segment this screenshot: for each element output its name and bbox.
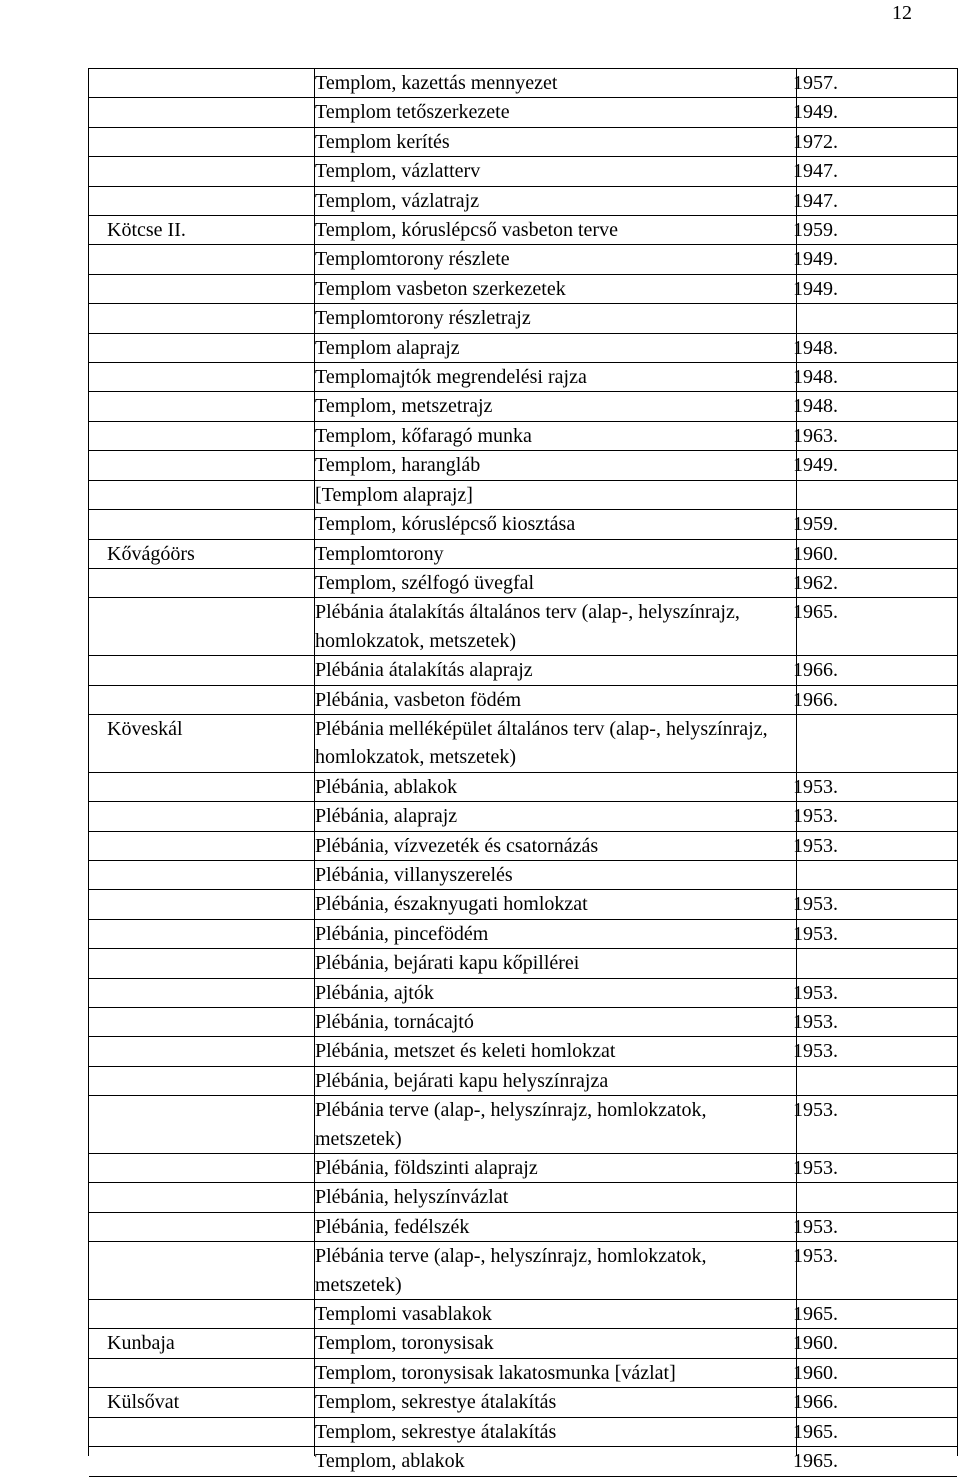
description-cell: Plébánia, vízvezeték és csatornázás — [315, 834, 599, 857]
description-cell: [Templom alaprajz] — [315, 483, 473, 506]
description-cell: Plébánia, fedélszék — [315, 1215, 470, 1238]
description-cell: Templom, kazettás mennyezet — [315, 72, 558, 94]
table-row — [89, 69, 957, 98]
year-cell — [787, 481, 793, 509]
description-cell: Templomajtók megrendelési rajza — [315, 366, 587, 389]
place-cell — [89, 69, 307, 97]
year-cell: 1960. — [793, 1361, 838, 1384]
year-cell: 1953. — [793, 1040, 838, 1063]
description-cell: Plébánia, bejárati kapu helyszínrajza — [315, 1069, 609, 1092]
place-cell — [89, 451, 307, 479]
description-cell: Plébánia, villanyszerelés — [315, 863, 513, 886]
table-body — [89, 69, 957, 1477]
year-cell: 1948. — [793, 366, 838, 389]
year-cell: 1953. — [793, 1215, 838, 1238]
year-cell: 1949. — [793, 248, 838, 271]
place-cell — [89, 275, 307, 303]
year-cell: 1948. — [793, 395, 838, 418]
table-row — [89, 861, 957, 890]
table-row — [89, 392, 957, 421]
year-cell: 1949. — [793, 101, 838, 124]
place-cell — [89, 1359, 307, 1387]
place-cell — [89, 949, 307, 977]
year-cell: 1949. — [793, 277, 838, 300]
table-row — [89, 1067, 957, 1096]
description-cell: Plébánia, alaprajz — [315, 805, 458, 828]
table-row — [89, 540, 957, 569]
table-row — [89, 422, 957, 451]
place-cell — [89, 979, 307, 1007]
description-cell: Plébánia, vasbeton födém — [315, 688, 522, 711]
year-cell: 1966. — [793, 1391, 838, 1414]
description-cell: Templom, metszetrajz — [315, 395, 493, 418]
table-row — [89, 275, 957, 304]
table-row — [89, 1037, 957, 1066]
table-row — [89, 1418, 957, 1447]
place-cell — [89, 890, 307, 918]
description-cell: Templom, kóruslépcső vasbeton terve — [315, 219, 618, 242]
year-cell: 1966. — [793, 688, 838, 711]
place-cell — [89, 1067, 307, 1095]
place-cell: Külsővat — [107, 1391, 180, 1414]
year-cell: 1953. — [793, 1099, 838, 1122]
table-row — [89, 510, 957, 539]
place-cell — [89, 1213, 307, 1241]
description-cell: Templom, vázlatrajz — [315, 189, 480, 212]
year-cell: 1953. — [793, 775, 838, 798]
year-cell: 1953. — [793, 1157, 838, 1180]
description-cell: Templom, vázlatterv — [315, 160, 481, 183]
table-row — [89, 1388, 957, 1417]
description-cell: Templom tetőszerkezete — [315, 101, 510, 124]
table-row — [89, 890, 957, 919]
table-row — [89, 1359, 957, 1388]
description-cell: Plébánia, tornácajtó — [315, 1011, 474, 1033]
table-row — [89, 1300, 957, 1329]
description-cell: Templom vasbeton szerkezetek — [315, 277, 566, 300]
year-cell — [787, 861, 793, 889]
table-row — [89, 1008, 957, 1037]
table-row — [89, 832, 957, 861]
place-cell — [89, 861, 307, 889]
place-cell: Kötcse II. — [107, 219, 186, 242]
year-cell — [787, 949, 793, 977]
year-cell: 1957. — [793, 72, 838, 94]
description-cell: Plébánia, helyszínvázlat — [315, 1186, 509, 1209]
year-cell: 1972. — [793, 130, 838, 153]
place-cell — [89, 1300, 307, 1328]
description-cell: Templom, kőfaragó munka — [315, 424, 532, 447]
table-row — [89, 715, 957, 773]
year-cell: 1965. — [793, 1303, 838, 1326]
place-cell — [89, 98, 307, 126]
table-row — [89, 569, 957, 598]
year-cell: 1953. — [793, 1011, 838, 1033]
description-cell: Plébánia átalakítás alaprajz — [315, 659, 533, 682]
table-row — [89, 1213, 957, 1242]
table-row — [89, 363, 957, 392]
description-cell: Templom, toronysisak lakatosmunka [vázlat] — [315, 1361, 676, 1384]
description-cell: Plébánia, bejárati kapu kőpillérei — [315, 952, 580, 975]
place-cell — [89, 187, 307, 215]
table-row — [89, 656, 957, 685]
description-cell: Plébánia terve (alap-, helyszínrajz, homlokzatok, metszetek) — [315, 1245, 707, 1296]
year-cell: 1953. — [793, 805, 838, 828]
table-row — [89, 128, 957, 157]
place-cell — [89, 686, 307, 714]
place-cell — [89, 1037, 307, 1065]
year-cell: 1953. — [793, 922, 838, 945]
table-row — [89, 920, 957, 949]
place-cell — [89, 1154, 307, 1182]
table-row — [89, 1242, 957, 1300]
place-cell — [89, 656, 307, 684]
place-cell — [89, 245, 307, 273]
table-row — [89, 686, 957, 715]
year-cell: 1965. — [793, 1450, 838, 1473]
description-cell: Templom, sekrestye átalakítás — [315, 1391, 557, 1414]
year-cell: 1953. — [793, 1245, 838, 1268]
year-cell: 1959. — [793, 219, 838, 242]
table-row — [89, 1329, 957, 1358]
year-cell: 1966. — [793, 659, 838, 682]
year-cell: 1953. — [793, 834, 838, 857]
table-row — [89, 1154, 957, 1183]
year-cell: 1963. — [793, 424, 838, 447]
table-row — [89, 949, 957, 978]
table-row — [89, 773, 957, 802]
description-cell: Plébánia átalakítás általános terv (alap-, helyszínrajz, homlokzatok, metszetek) — [315, 601, 740, 652]
table-row — [89, 187, 957, 216]
table-row — [89, 1096, 957, 1154]
description-cell: Plébánia terve (alap-, helyszínrajz, homlokzatok, metszetek) — [315, 1099, 707, 1150]
place-cell: Kunbaja — [107, 1332, 175, 1355]
place-cell: Kővágóörs — [107, 542, 195, 565]
table-row — [89, 245, 957, 274]
year-cell: 1965. — [793, 1420, 838, 1443]
place-cell — [89, 1008, 307, 1036]
description-cell: Templom, ablakok — [315, 1450, 465, 1473]
place-cell — [89, 304, 307, 332]
year-cell: 1953. — [793, 893, 838, 916]
table-row — [89, 1183, 957, 1212]
table-row — [89, 98, 957, 127]
description-cell: Templomtorony részlete — [315, 248, 510, 271]
place-cell — [89, 569, 307, 597]
table-row — [89, 979, 957, 1008]
year-cell — [787, 1067, 793, 1095]
year-cell: 1953. — [793, 981, 838, 1004]
table-row — [89, 216, 957, 245]
page-number: 12 — [892, 2, 912, 24]
table-row — [89, 1447, 957, 1476]
place-cell — [89, 1242, 307, 1299]
place-cell — [89, 802, 307, 830]
year-cell: 1965. — [793, 601, 838, 624]
year-cell: 1948. — [793, 336, 838, 359]
table-row — [89, 157, 957, 186]
year-cell: 1960. — [793, 542, 838, 565]
year-cell — [787, 715, 793, 772]
description-cell: Templom, szélfogó üvegfal — [315, 571, 535, 594]
place-cell — [89, 920, 307, 948]
description-cell: Templom, sekrestye átalakítás — [315, 1420, 557, 1443]
year-cell: 1947. — [793, 160, 838, 183]
year-cell: 1949. — [793, 454, 838, 477]
place-cell: Köveskál — [107, 717, 183, 740]
place-cell — [89, 334, 307, 362]
year-cell: 1959. — [793, 513, 838, 536]
table-row — [89, 304, 957, 333]
description-cell: Templom kerítés — [315, 130, 450, 153]
place-cell — [89, 1447, 307, 1475]
description-cell: Templom, kóruslépcső kiosztása — [315, 513, 576, 536]
place-cell — [89, 157, 307, 185]
year-cell — [787, 1183, 793, 1211]
description-cell: Templom alaprajz — [315, 336, 460, 359]
year-cell: 1960. — [793, 1332, 838, 1355]
table-row — [89, 598, 957, 656]
table-row — [89, 334, 957, 363]
description-cell: Plébánia, földszinti alaprajz — [315, 1157, 538, 1180]
place-cell — [89, 481, 307, 509]
description-cell: Templom, toronysisak — [315, 1332, 494, 1355]
year-cell: 1962. — [793, 571, 838, 594]
place-cell — [89, 363, 307, 391]
place-cell — [89, 1096, 307, 1153]
table-row — [89, 481, 957, 510]
description-cell: Templomtorony — [315, 542, 444, 565]
description-cell: Templom, harangláb — [315, 454, 481, 477]
place-cell — [89, 773, 307, 801]
place-cell — [89, 1183, 307, 1211]
place-cell — [89, 1418, 307, 1446]
description-cell: Plébánia, metszet és keleti homlokzat — [315, 1040, 616, 1063]
description-cell: Plébánia, északnyugati homlokzat — [315, 893, 588, 916]
description-cell: Templomtorony részletrajz — [315, 307, 531, 330]
place-cell — [89, 832, 307, 860]
description-cell: Plébánia, pincefödém — [315, 922, 489, 945]
archive-table — [88, 68, 958, 1473]
place-cell — [89, 392, 307, 420]
description-cell: Plébánia, ajtók — [315, 981, 434, 1004]
description-cell: Plébánia, ablakok — [315, 775, 458, 798]
year-cell: 1947. — [793, 189, 838, 212]
description-cell: Plébánia melléképület általános terv (alap-, helyszínrajz, homlokzatok, metszetek) — [315, 717, 768, 769]
year-cell — [787, 304, 793, 332]
place-cell — [89, 128, 307, 156]
table-row — [89, 802, 957, 831]
table-row — [89, 451, 957, 480]
place-cell — [89, 598, 307, 655]
place-cell — [89, 510, 307, 538]
place-cell — [89, 422, 307, 450]
description-cell: Templomi vasablakok — [315, 1303, 492, 1326]
